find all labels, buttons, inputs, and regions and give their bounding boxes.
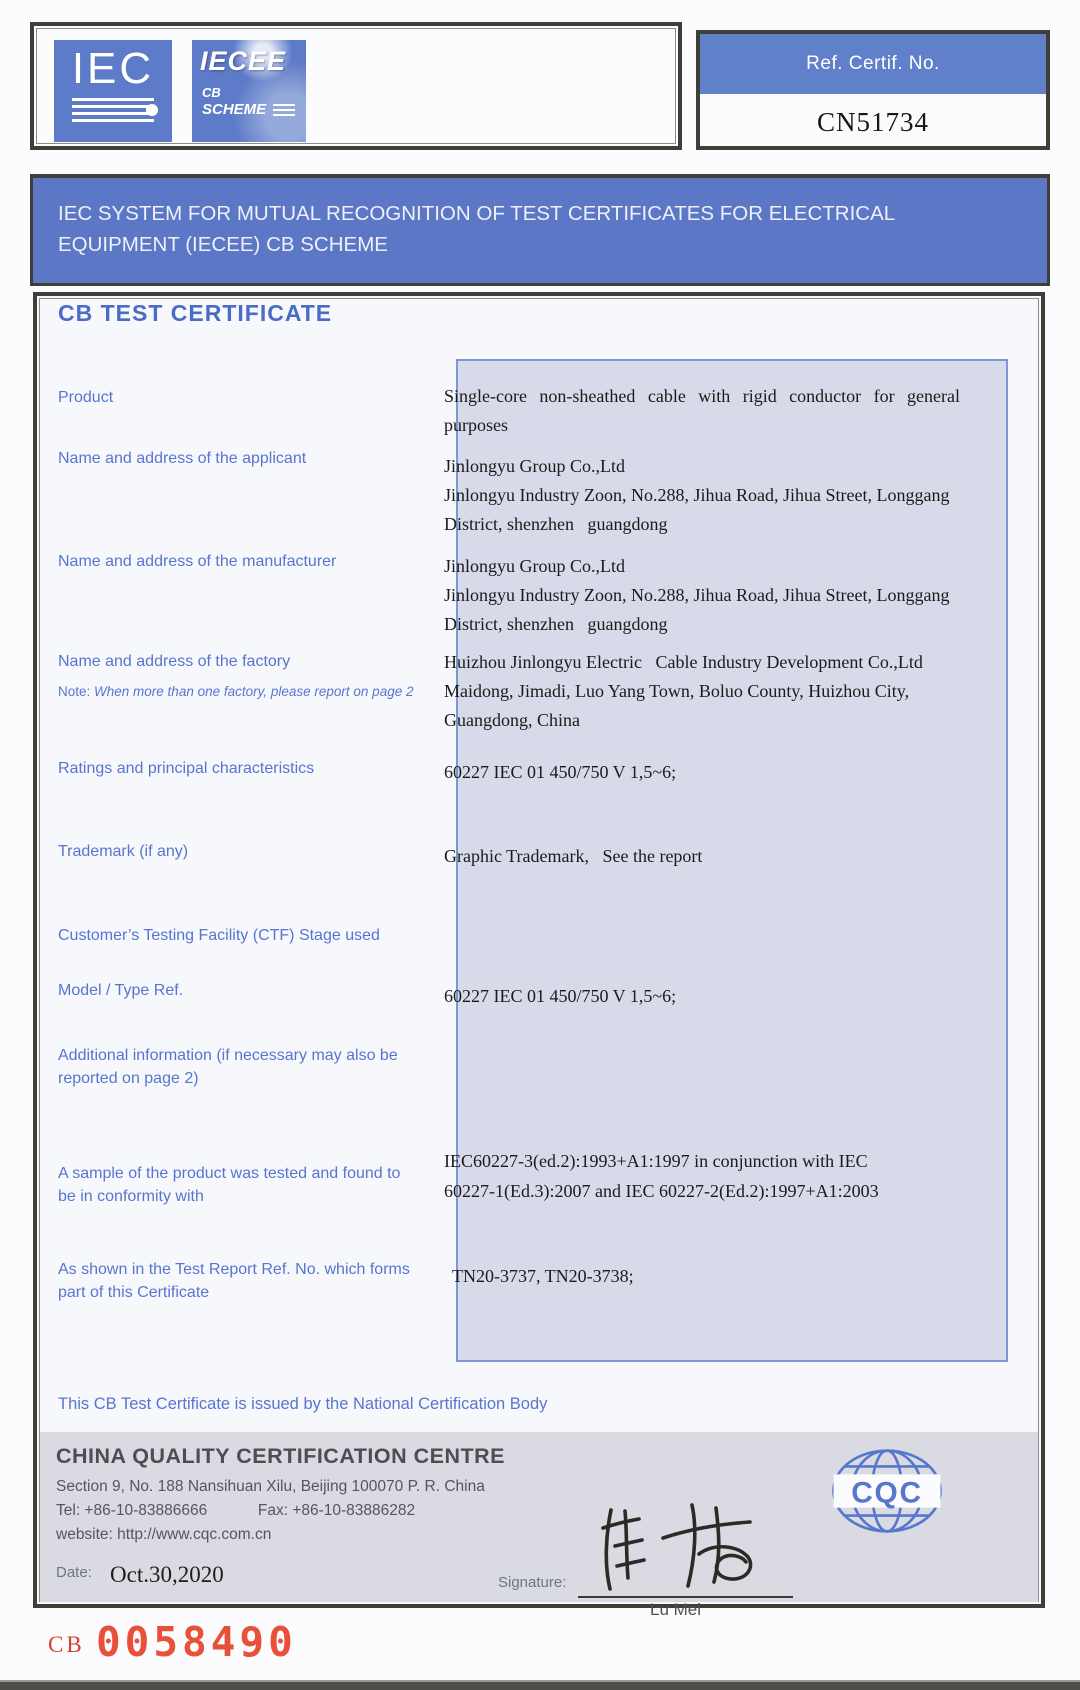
iec-logo-text: IEC [71,44,155,93]
manufacturer-address-1: Jinlongyu Industry Zoon, No.288, Jihua Road, Jihua Street, Longgang [444,585,950,605]
iecee-cb-scheme-logo [192,40,306,142]
issuer-address: Section 9, No. 188 Nansihuan Xilu, Beijing 100070 P. R. China [56,1478,485,1495]
field-label-product: Product [58,389,114,406]
iecee-logo-lines [273,101,295,119]
issuer-fax: Fax: +86-10-83886282 [257,1502,416,1519]
issued-statement: This CB Test Certificate is issued by the National Certification Body [58,1395,548,1413]
applicant-name: Jinlongyu Group Co.,Ltd [444,456,626,476]
iec-logo [54,40,172,142]
issuer-tel: Tel: +86-10-83886666 [56,1502,208,1519]
signature-line [578,1596,793,1598]
factory-name: Huizhou Jinlongyu Electric Cable Industry Development Co.,Ltd [444,652,923,672]
handwritten-signature [595,1498,795,1593]
ref-certif-number: CN51734 [700,94,1046,146]
product-line-2: purposes [444,415,508,435]
iec-logo-lines [72,98,154,122]
ref-certif-box [696,30,1050,150]
date-value: Oct.30,2020 [110,1562,224,1587]
test-report-value: TN20-3737, TN20-3738; [452,1266,634,1286]
applicant-address-2: District, shenzhen guangdong [444,514,668,534]
manufacturer-name: Jinlongyu Group Co.,Ltd [444,556,626,576]
ref-certif-label: Ref. Certif. No. [700,34,1046,94]
field-label-model: Model / Type Ref. [58,982,184,999]
date-label: Date: [56,1564,92,1581]
iecee-logo-scheme: SCHEME [202,101,267,119]
field-value-manufacturer [444,552,949,639]
header-logo-box [30,22,682,150]
applicant-address-1: Jinlongyu Industry Zoon, No.288, Jihua Road, Jihua Street, Longgang [444,485,950,505]
scheme-banner [30,174,1050,286]
factory-note-text: When more than one factory, please report on page 2 [94,684,414,699]
field-label-test-report: As shown in the Test Report Ref. No. which forms part of this Certificate [58,1261,410,1301]
field-label-ctf: Customer’s Testing Facility (CTF) Stage used [58,927,380,944]
cqc-logo [830,1446,944,1536]
field-value-model [444,982,676,1011]
cqc-logo-text: CQC [851,1476,923,1510]
field-label-applicant: Name and address of the applicant [58,450,307,467]
product-line-1: Single-core non-sheathed cable with rigid conductor for general [444,386,960,406]
field-value-conformity [444,1146,879,1206]
field-value-trademark [444,842,702,871]
factory-address-1: Maidong, Jimadi, Luo Yang Town, Boluo County, Huizhou City, [444,681,910,701]
issuer-website: website: http://www.cqc.com.cn [56,1526,272,1543]
field-value-factory [444,648,923,735]
signer-name: Lu Mei [650,1600,702,1619]
field-value-test-report [452,1262,634,1291]
issuer-phone-row [56,1502,415,1520]
field-value-ratings [444,758,676,787]
iecee-logo-title: IECEE [200,46,287,76]
field-label-manufacturer: Name and address of the manufacturer [58,553,337,570]
certificate-title: CB TEST CERTIFICATE [58,300,333,326]
field-label-factory: Name and address of the factory [58,653,291,670]
field-label-ratings: Ratings and principal characteristics [58,760,315,777]
factory-note-prefix: Note: [58,684,95,699]
stamp-number: 0058490 [96,1618,297,1666]
signature-label: Signature: [498,1574,567,1591]
page-bottom-edge [0,1680,1080,1690]
model-value: 60227 IEC 01 450/750 V 1,5~6; [444,986,677,1006]
ratings-value: 60227 IEC 01 450/750 V 1,5~6; [444,762,677,782]
conformity-line-2: 60227-1(Ed.3):2007 and IEC 60227-2(Ed.2):1997+A1:2003 [444,1181,879,1201]
scheme-banner-text: IEC SYSTEM FOR MUTUAL RECOGNITION OF TEST CERTIFICATES FOR ELECTRICAL EQUIPMENT (IECEE) CB SCHEME [58,202,895,256]
manufacturer-address-2: District, shenzhen guangdong [444,614,668,634]
field-label-trademark: Trademark (if any) [58,843,189,860]
stamp-prefix: CB [48,1632,85,1657]
factory-note [58,684,413,699]
iec-logo-dot [146,104,158,116]
field-value-product [444,382,960,440]
trademark-value: Graphic Trademark, See the report [444,846,703,866]
conformity-line-1: IEC60227-3(ed.2):1993+A1:1997 in conjunction with IEC [444,1151,868,1171]
field-label-sample: A sample of the product was tested and found to be in conformity with [58,1165,401,1205]
field-label-additional: Additional information (if necessary may also be reported on page 2) [58,1047,398,1087]
iecee-logo-cb: CB [202,85,221,100]
factory-address-2: Guangdong, China [444,710,580,730]
field-value-applicant [444,452,949,539]
issuer-name: CHINA QUALITY CERTIFICATION CENTRE [56,1444,505,1468]
